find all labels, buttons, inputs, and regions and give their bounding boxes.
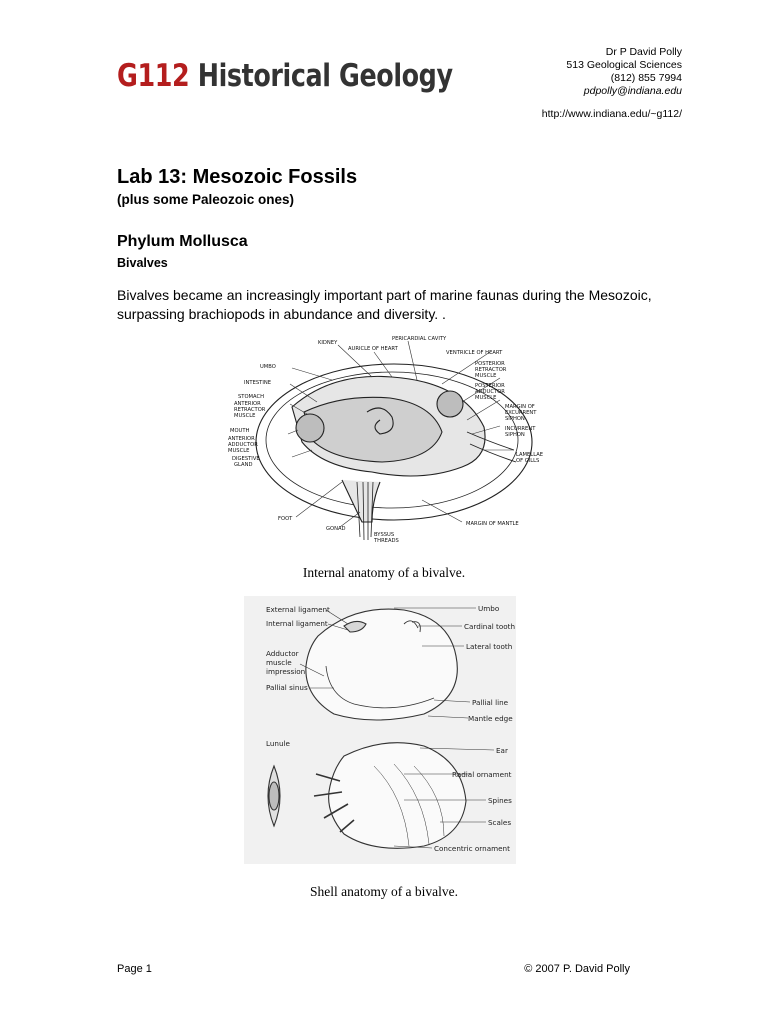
label-auricle: AURICLE OF HEART bbox=[348, 346, 398, 352]
intro-paragraph: Bivalves became an increasingly important part of marine faunas during the Mesozoic, surpassing brachiopods in abundance and diversity. . bbox=[117, 287, 652, 322]
label-mantle: MARGIN OF MANTLE bbox=[466, 521, 519, 527]
label-foot: FOOT bbox=[278, 516, 293, 522]
label-lamellae-2: OF GILLS bbox=[516, 458, 540, 464]
label-digestive-1: DIGESTIVE bbox=[232, 456, 260, 462]
label-mantle-edge: Mantle edge bbox=[468, 714, 513, 723]
label-scales: Scales bbox=[488, 818, 512, 827]
label-pallial-sinus: Pallial sinus bbox=[266, 683, 308, 692]
label-adductor-2: muscle bbox=[266, 658, 292, 667]
phylum-heading: Phylum Mollusca bbox=[117, 233, 248, 250]
label-adductor-1: Adductor bbox=[266, 649, 299, 658]
label-gonad: GONAD bbox=[326, 526, 346, 532]
label-adductor-3: impression bbox=[266, 667, 306, 676]
label-incurrent-1: INCURRENT bbox=[505, 426, 536, 432]
contact-phone: (812) 855 7994 bbox=[610, 72, 682, 84]
label-lamellae-1: LAMELLAE bbox=[516, 452, 544, 458]
figure1-caption: Internal anatomy of a bivalve. bbox=[302, 565, 466, 580]
label-byssus-1: BYSSUS bbox=[374, 532, 395, 538]
course-logo bbox=[117, 58, 453, 94]
contact-email[interactable]: pdpolly@indiana.edu bbox=[583, 85, 682, 97]
lab-title: Lab 13: Mesozoic Fossils bbox=[117, 166, 358, 188]
label-ant-retractor-2: RETRACTOR bbox=[234, 407, 266, 413]
label-cardinal-tooth: Cardinal tooth bbox=[464, 622, 516, 631]
page-number: Page 1 bbox=[117, 963, 152, 975]
label-ant-adductor-1: ANTERIOR bbox=[228, 436, 255, 442]
label-lunule: Lunule bbox=[266, 739, 290, 748]
label-digestive-2: GLAND bbox=[234, 462, 253, 468]
label-post-adductor-3: MUSCLE bbox=[475, 395, 497, 401]
label-post-retractor-3: MUSCLE bbox=[475, 373, 497, 379]
class-heading: Bivalves bbox=[117, 256, 168, 270]
contact-office: 513 Geological Sciences bbox=[566, 59, 682, 71]
label-kidney: KIDNEY bbox=[318, 340, 338, 346]
label-mouth: MOUTH bbox=[230, 428, 250, 434]
label-post-adductor-1: POSTERIOR bbox=[475, 383, 505, 389]
label-spines: Spines bbox=[488, 796, 512, 805]
copyright: © 2007 P. David Polly bbox=[524, 963, 630, 975]
label-ant-retractor-1: ANTERIOR bbox=[234, 401, 261, 407]
label-intestine: INTESTINE bbox=[244, 380, 272, 386]
label-external-ligament: External ligament bbox=[266, 605, 330, 614]
label-ant-adductor-3: MUSCLE bbox=[228, 448, 250, 454]
label-concentric: Concentric ornament bbox=[434, 844, 510, 853]
label-umbo-shell: Umbo bbox=[478, 604, 500, 613]
label-excurrent-2: EXCURRENT bbox=[505, 410, 537, 416]
posterior-adductor-muscle bbox=[437, 391, 463, 417]
label-ear: Ear bbox=[496, 746, 508, 755]
internal-anatomy-figure bbox=[222, 332, 544, 550]
anterior-adductor-muscle bbox=[296, 414, 324, 442]
label-excurrent-1: MARGIN OF bbox=[505, 404, 535, 410]
label-ventricle: VENTRICLE OF HEART bbox=[446, 350, 503, 356]
contact-name: Dr P David Polly bbox=[605, 46, 682, 58]
logo-course-code: G112 bbox=[117, 58, 190, 94]
label-ant-retractor-3: MUSCLE bbox=[234, 413, 256, 419]
label-post-retractor-2: RETRACTOR bbox=[475, 367, 507, 373]
label-umbo: UMBO bbox=[260, 364, 276, 370]
figure2-caption: Shell anatomy of a bivalve. bbox=[309, 884, 459, 899]
course-url[interactable]: http://www.indiana.edu/~g112/ bbox=[541, 108, 682, 120]
contact-block bbox=[566, 46, 682, 98]
shell-exterior-valve bbox=[329, 743, 466, 849]
label-post-adductor-2: ADDUCTOR bbox=[475, 389, 505, 395]
label-lateral-tooth: Lateral tooth bbox=[466, 642, 513, 651]
label-ant-adductor-2: ADDUCTOR bbox=[228, 442, 258, 448]
label-pericardial: PERICARDIAL CAVITY bbox=[392, 336, 447, 342]
label-internal-ligament: Internal ligament bbox=[266, 619, 328, 628]
shell-anatomy-figure bbox=[244, 596, 516, 864]
logo-course-title: Historical Geology bbox=[197, 58, 453, 94]
label-post-retractor-1: POSTERIOR bbox=[475, 361, 505, 367]
lab-subtitle: (plus some Paleozoic ones) bbox=[117, 192, 295, 207]
label-incurrent-2: SIPHON bbox=[505, 432, 525, 438]
label-pallial-line: Pallial line bbox=[472, 698, 509, 707]
label-excurrent-3: SIPHON bbox=[505, 416, 525, 422]
label-radial: Radial ornament bbox=[452, 770, 512, 779]
label-byssus-2: THREADS bbox=[374, 538, 399, 544]
label-stomach: STOMACH bbox=[238, 394, 265, 400]
